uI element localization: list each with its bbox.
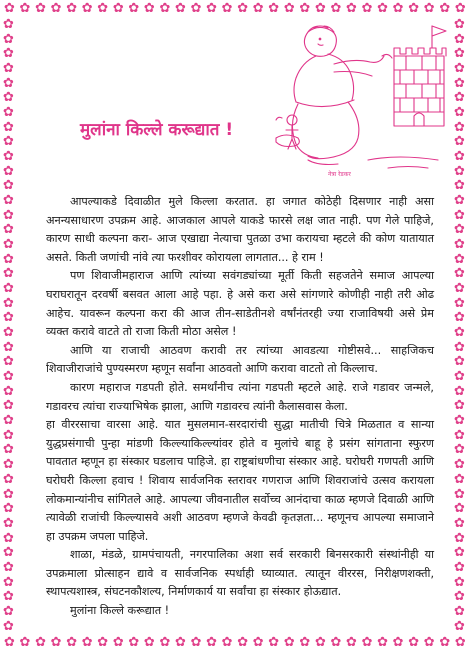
flower-ornament-icon: ✿ bbox=[454, 486, 465, 502]
flower-ornament-icon: ✿ bbox=[330, 1, 342, 16]
flower-ornament-icon: ✿ bbox=[454, 574, 465, 590]
illustration-caption: नेत्रा रेडकर bbox=[328, 171, 351, 178]
flower-ornament-icon: ✿ bbox=[237, 635, 249, 650]
flower-ornament-icon: ✿ bbox=[454, 471, 465, 487]
flower-ornament-icon: ✿ bbox=[408, 1, 420, 16]
flower-ornament-icon: ✿ bbox=[454, 119, 465, 135]
flower-ornament-icon: ✿ bbox=[454, 237, 465, 253]
flower-ornament-icon: ✿ bbox=[3, 618, 14, 634]
flower-ornament-icon: ✿ bbox=[377, 1, 389, 16]
flower-ornament-icon: ✿ bbox=[454, 295, 465, 311]
flower-ornament-icon: ✿ bbox=[268, 635, 280, 650]
flower-ornament-icon: ✿ bbox=[361, 635, 373, 650]
flower-ornament-icon: ✿ bbox=[299, 1, 311, 16]
closing-line: मुलांना किल्ले करूद्यात ! bbox=[70, 604, 170, 618]
flower-ornament-icon: ✿ bbox=[3, 46, 14, 62]
flower-ornament-icon: ✿ bbox=[112, 635, 124, 650]
flower-ornament-icon: ✿ bbox=[3, 251, 14, 267]
flower-ornament-icon: ✿ bbox=[454, 251, 465, 267]
flower-ornament-icon: ✿ bbox=[3, 149, 14, 165]
flower-ornament-icon: ✿ bbox=[423, 1, 435, 16]
flower-ornament-icon: ✿ bbox=[268, 1, 280, 16]
flower-ornament-icon: ✿ bbox=[439, 635, 451, 650]
article-title: मुलांना किल्ले करूद्यात ! bbox=[80, 120, 234, 140]
flower-ornament-icon: ✿ bbox=[454, 339, 465, 355]
flower-ornament-icon: ✿ bbox=[81, 635, 93, 650]
flower-ornament-icon: ✿ bbox=[283, 1, 295, 16]
flower-ornament-icon: ✿ bbox=[3, 471, 14, 487]
flower-ornament-icon: ✿ bbox=[112, 1, 124, 16]
flower-ornament-icon: ✿ bbox=[330, 635, 342, 650]
flower-ornament-icon: ✿ bbox=[454, 413, 465, 429]
flower-ornament-icon: ✿ bbox=[3, 339, 14, 355]
flower-ornament-icon: ✿ bbox=[454, 354, 465, 370]
flower-ornament-icon: ✿ bbox=[3, 105, 14, 121]
flower-ornament-icon: ✿ bbox=[454, 90, 465, 106]
flower-ornament-icon: ✿ bbox=[454, 325, 465, 341]
flower-ornament-icon: ✿ bbox=[283, 635, 295, 650]
flower-ornament-icon: ✿ bbox=[454, 61, 465, 77]
flower-ornament-icon: ✿ bbox=[206, 635, 218, 650]
flower-ornament-icon: ✿ bbox=[3, 354, 14, 370]
flower-ornament-icon: ✿ bbox=[454, 178, 465, 194]
flower-ornament-icon: ✿ bbox=[3, 427, 14, 443]
flower-ornament-icon: ✿ bbox=[454, 383, 465, 399]
flower-ornament-icon: ✿ bbox=[252, 635, 264, 650]
flower-ornament-icon: ✿ bbox=[81, 1, 93, 16]
top-floral-border bbox=[4, 2, 466, 16]
flower-ornament-icon: ✿ bbox=[3, 457, 14, 473]
flower-ornament-icon: ✿ bbox=[454, 603, 465, 619]
flower-ornament-icon: ✿ bbox=[3, 310, 14, 326]
flower-ornament-icon: ✿ bbox=[3, 237, 14, 253]
flower-ornament-icon: ✿ bbox=[454, 398, 465, 414]
flower-ornament-icon: ✿ bbox=[50, 635, 62, 650]
bottom-floral-border bbox=[4, 636, 466, 650]
flower-ornament-icon: ✿ bbox=[454, 134, 465, 150]
flower-ornament-icon: ✿ bbox=[454, 457, 465, 473]
flower-ornament-icon: ✿ bbox=[3, 413, 14, 429]
flower-ornament-icon: ✿ bbox=[454, 530, 465, 546]
paragraph-1: आपल्याकडे दिवाळीत मुले किल्ला करतात. हा जगात कोठेही दिसणार नाही असा अनन्यसाधारण उपक्रम आहे. आजकाल आपले याकडे फारसे लक्ष जात नाही. पण गेले पाहिजे, कारण साधी कल्पना करा- आज एखाद्या नेत्याचा पुतळा उभा करायचा म्हटले की कोण यातायात असते. किती जणांची नांवे त्या फरशीवर कोरायला लागतात... हे राम ! bbox=[46, 195, 434, 264]
flower-ornament-icon: ✿ bbox=[3, 163, 14, 179]
paragraph-5: हा वीररसाचा वारसा आहे. यात मुसलमान-सरदारांची सुद्धा मातीची चित्रे मिळतात व सान्या युद्धप्रसंगाची पुन्हा मांडणी किल्ल्याकिल्ल्यांवर होते व मुलांचे बाहू हे प्रसंग सांगताना स्फुरण पावतात म्हणून हा संस्कार घडलाच पाहिजे. हा राष्ट्रबांधणीचा संस्कार आहे. घरोघरी गणपती आणि घरोघरी किल्ला हवाच ! शिवाय सार्वजनिक स्तरावर गणराज आणि शिवराजांचे उत्सव करायला लोकमान्यांनीच सांगितले आहे. आपल्या जीवनातील सर्वोच्च आनंदाचा काळ म्हणजे दिवाळी आणि त्यावेळी राजांची किल्ल्यासवे अशी आठवण म्हणजे केवढी कृतज्ञता... म्हणूनच आपल्या समाजाने हा उपक्रम जपला पाहिजे. bbox=[46, 418, 434, 543]
flower-ornament-icon: ✿ bbox=[159, 1, 171, 16]
flower-ornament-icon: ✿ bbox=[3, 222, 14, 238]
flower-ornament-icon: ✿ bbox=[50, 1, 62, 16]
flower-ornament-icon: ✿ bbox=[361, 1, 373, 16]
flower-ornament-icon: ✿ bbox=[454, 46, 465, 62]
flower-ornament-icon: ✿ bbox=[454, 149, 465, 165]
flower-ornament-icon: ✿ bbox=[35, 1, 46, 16]
flower-ornament-icon: ✿ bbox=[314, 1, 326, 16]
right-floral-border bbox=[454, 18, 465, 634]
flower-ornament-icon: ✿ bbox=[3, 178, 14, 194]
flower-ornament-icon: ✿ bbox=[97, 635, 109, 650]
flower-ornament-icon: ✿ bbox=[454, 281, 465, 297]
flower-ornament-icon: ✿ bbox=[3, 281, 14, 297]
flower-ornament-icon: ✿ bbox=[221, 1, 233, 16]
flower-ornament-icon: ✿ bbox=[3, 559, 14, 575]
flower-ornament-icon: ✿ bbox=[66, 1, 78, 16]
flower-ornament-icon: ✿ bbox=[454, 559, 465, 575]
flower-ornament-icon: ✿ bbox=[175, 1, 186, 16]
flower-ornament-icon: ✿ bbox=[3, 193, 14, 209]
flower-ornament-icon: ✿ bbox=[454, 427, 465, 443]
flower-ornament-icon: ✿ bbox=[143, 1, 155, 16]
flower-ornament-icon: ✿ bbox=[3, 325, 14, 341]
flower-ornament-icon: ✿ bbox=[3, 17, 14, 32]
flower-ornament-icon: ✿ bbox=[454, 515, 465, 531]
flower-ornament-icon: ✿ bbox=[97, 1, 109, 16]
flower-ornament-icon: ✿ bbox=[3, 589, 14, 605]
flower-ornament-icon: ✿ bbox=[143, 635, 155, 650]
flower-ornament-icon: ✿ bbox=[3, 442, 14, 458]
flower-ornament-icon: ✿ bbox=[454, 31, 465, 47]
flower-ornament-icon: ✿ bbox=[392, 1, 404, 16]
flower-ornament-icon: ✿ bbox=[19, 1, 31, 16]
flower-ornament-icon: ✿ bbox=[3, 545, 14, 561]
flower-ornament-icon: ✿ bbox=[454, 618, 465, 634]
flower-ornament-icon: ✿ bbox=[3, 119, 14, 135]
flower-ornament-icon: ✿ bbox=[4, 635, 15, 650]
flower-ornament-icon: ✿ bbox=[454, 1, 466, 16]
flower-ornament-icon: ✿ bbox=[3, 603, 14, 619]
article-body bbox=[46, 193, 434, 621]
flower-ornament-icon: ✿ bbox=[252, 1, 264, 16]
flower-ornament-icon: ✿ bbox=[35, 635, 46, 650]
flower-ornament-icon: ✿ bbox=[454, 589, 465, 605]
flower-ornament-icon: ✿ bbox=[346, 635, 357, 650]
paragraph-6: शाळा, मंडळे, ग्रामपंचायती, नगरपालिका अशा सर्व सरकारी बिनसरकारी संस्थांनीही या उपक्रमाला प्रोत्साहन द्यावे व सार्वजनिक स्पर्धाही घ्याव्यात. त्यातून वीररस, निरीक्षणशक्ती, स्थापत्यशास्त्र, संघटनकौशल्य, निर्माणकार्य या सर्वांचा हा संस्कार होऊद्यात. bbox=[46, 548, 434, 599]
flower-ornament-icon: ✿ bbox=[3, 515, 14, 531]
flower-ornament-icon: ✿ bbox=[454, 163, 465, 179]
flower-ornament-icon: ✿ bbox=[175, 635, 186, 650]
flower-ornament-icon: ✿ bbox=[454, 207, 465, 223]
flower-ornament-icon: ✿ bbox=[454, 75, 465, 91]
flower-ornament-icon: ✿ bbox=[454, 193, 465, 209]
flower-ornament-icon: ✿ bbox=[4, 1, 15, 16]
paragraph-4: कारण महाराज गडपती होते. समर्थांनीच त्यांना गडपती म्हटले आहे. राजे गडावर जन्मले, गडावरच त्यांचा राज्याभिषेक झाला, आणि गडावरच त्यांनी कैलासवास केला. bbox=[46, 380, 434, 413]
flower-ornament-icon: ✿ bbox=[3, 75, 14, 91]
flower-ornament-icon: ✿ bbox=[408, 635, 420, 650]
flower-ornament-icon: ✿ bbox=[454, 635, 466, 650]
boy-with-fort-illustration bbox=[268, 20, 454, 180]
flower-ornament-icon: ✿ bbox=[159, 635, 171, 650]
flower-ornament-icon: ✿ bbox=[3, 207, 14, 223]
flower-ornament-icon: ✿ bbox=[3, 486, 14, 502]
flower-ornament-icon: ✿ bbox=[454, 266, 465, 282]
flower-ornament-icon: ✿ bbox=[3, 295, 14, 311]
paragraph-2: पण शिवाजीमहाराज आणि त्यांच्या सवंगड्यांच्या मूर्ती किती सहजतेने समाज आपल्या घराघरातून दरवर्षी बसवत आला आहे पहा. हे असे करा असे सांगणारे कोणीही नाही तरी ओढ आहेच. यावरून कल्पना करा की आज तीन-साडेतीनशे वर्षांनंतरही ज्या राजाविषयी असे प्रेम व्यक्त करावे वाटते तो राजा किती मोठा असेल ! bbox=[46, 269, 434, 339]
flower-ornament-icon: ✿ bbox=[237, 1, 249, 16]
flower-ornament-icon: ✿ bbox=[454, 310, 465, 326]
flower-ornament-icon: ✿ bbox=[454, 105, 465, 121]
flower-ornament-icon: ✿ bbox=[128, 1, 140, 16]
flower-ornament-icon: ✿ bbox=[3, 530, 14, 546]
flower-ornament-icon: ✿ bbox=[221, 635, 233, 650]
flower-ornament-icon: ✿ bbox=[3, 398, 14, 414]
flower-ornament-icon: ✿ bbox=[128, 635, 140, 650]
flower-ornament-icon: ✿ bbox=[423, 635, 435, 650]
flower-ornament-icon: ✿ bbox=[454, 17, 465, 32]
flower-ornament-icon: ✿ bbox=[439, 1, 451, 16]
flower-ornament-icon: ✿ bbox=[190, 635, 202, 650]
flower-ornament-icon: ✿ bbox=[392, 635, 404, 650]
flower-ornament-icon: ✿ bbox=[3, 369, 14, 385]
flower-ornament-icon: ✿ bbox=[3, 383, 14, 399]
flower-ornament-icon: ✿ bbox=[3, 61, 14, 77]
flower-ornament-icon: ✿ bbox=[3, 134, 14, 150]
flower-ornament-icon: ✿ bbox=[454, 442, 465, 458]
flower-ornament-icon: ✿ bbox=[3, 90, 14, 106]
flower-ornament-icon: ✿ bbox=[454, 545, 465, 561]
flower-ornament-icon: ✿ bbox=[3, 574, 14, 590]
flower-ornament-icon: ✿ bbox=[3, 266, 14, 282]
flower-ornament-icon: ✿ bbox=[19, 635, 31, 650]
flower-ornament-icon: ✿ bbox=[299, 635, 311, 650]
flower-ornament-icon: ✿ bbox=[314, 635, 326, 650]
flower-ornament-icon: ✿ bbox=[190, 1, 202, 16]
paragraph-3: आणि या राजाची आठवण करावी तर त्यांच्या आवडत्या गोष्टीसवे... साहजिकच शिवाजीराजांचे पुण्यस्मरण म्हणून सर्वांना आठवतो आणि करावा वाटतो तो किल्लाच. bbox=[46, 343, 434, 376]
flower-ornament-icon: ✿ bbox=[3, 31, 14, 47]
flower-ornament-icon: ✿ bbox=[3, 501, 14, 517]
flower-ornament-icon: ✿ bbox=[454, 501, 465, 517]
flower-ornament-icon: ✿ bbox=[377, 635, 389, 650]
left-floral-border bbox=[3, 18, 14, 634]
flower-ornament-icon: ✿ bbox=[454, 222, 465, 238]
flower-ornament-icon: ✿ bbox=[66, 635, 78, 650]
flower-ornament-icon: ✿ bbox=[454, 369, 465, 385]
flower-ornament-icon: ✿ bbox=[206, 1, 218, 16]
flower-ornament-icon: ✿ bbox=[346, 1, 357, 16]
